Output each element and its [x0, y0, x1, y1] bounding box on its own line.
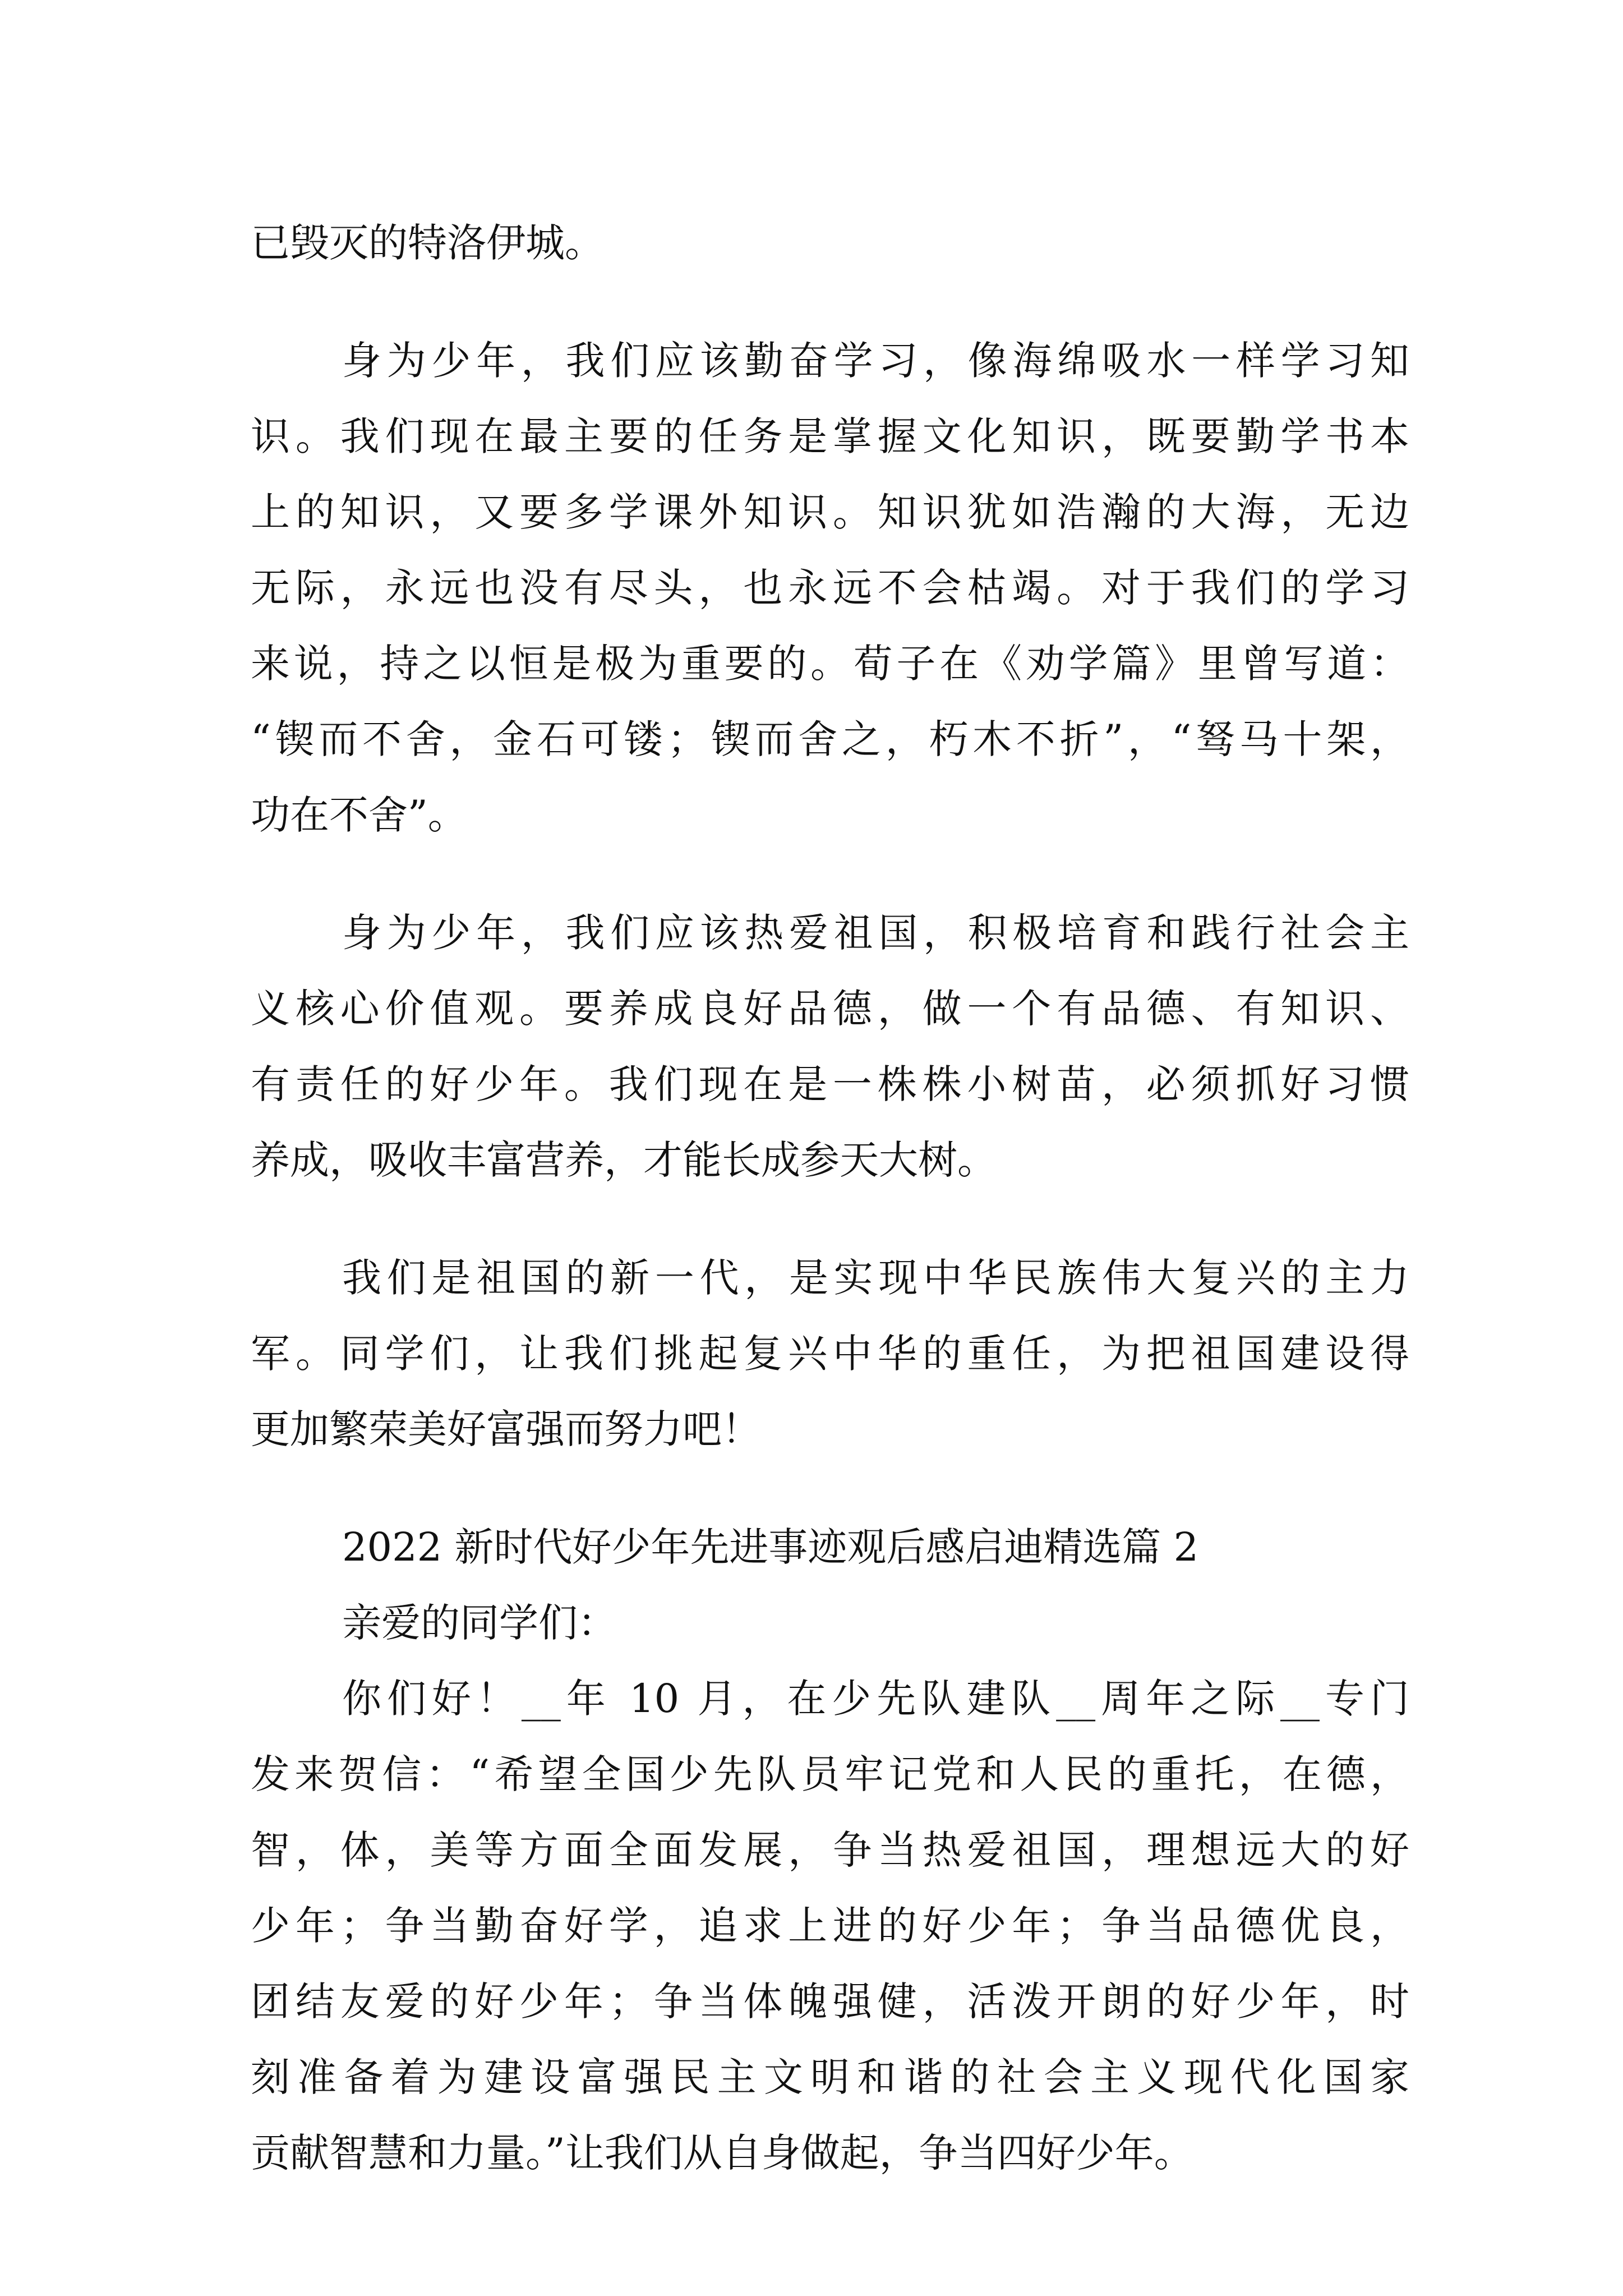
text-line: 发来贺信：“希望全国少先队员牢记党和人民的重托，在德，: [251, 1751, 1409, 1797]
salutation: [251, 1585, 1409, 1661]
document-page: [251, 205, 1409, 2191]
text-line: “锲而不舍，金石可镂；锲而舍之，朽木不折”，“驽马十架，: [251, 716, 1409, 762]
text-line: 智，体，美等方面全面发展，争当热爱祖国，理想远大的好: [251, 1827, 1409, 1873]
paragraph: [251, 1240, 1409, 1467]
paragraph: [251, 205, 1409, 281]
paragraph: [251, 323, 1409, 853]
text-line: 有责任的好少年。我们现在是一株株小树苗，必须抓好习惯: [251, 1061, 1409, 1107]
text-line: 无际，永远也没有尽头，也永远不会枯竭。对于我们的学习: [251, 565, 1409, 611]
text-line: 身为少年，我们应该热爱祖国，积极培育和践行社会主: [342, 910, 1409, 956]
heading-text: 2022 新时代好少年先进事迹观后感启迪精选篇 2: [342, 1524, 1199, 1570]
paragraph: [251, 1661, 1409, 2191]
text-line: 来说，持之以恒是极为重要的。荀子在《劝学篇》里曾写道：: [251, 641, 1409, 687]
text-line: 团结友爱的好少年；争当体魄强健，活泼开朗的好少年，时: [251, 1978, 1409, 2024]
text-line: 功在不舍”。: [251, 792, 467, 838]
text-line: 你们好！__年 10 月，在少先队建队__周年之际__专门: [342, 1676, 1409, 1722]
text-line: 身为少年，我们应该勤奋学习，像海绵吸水一样学习知: [342, 338, 1409, 384]
text-line: 义核心价值观。要养成良好品德，做一个有品德、有知识、: [251, 986, 1409, 1032]
salutation-text: 亲爱的同学们：: [342, 1600, 617, 1646]
section-heading: [251, 1510, 1409, 1585]
text-line: 少年；争当勤奋好学，追求上进的好少年；争当品德优良，: [251, 1903, 1409, 1949]
text-line: 上的知识，又要多学课外知识。知识犹如浩瀚的大海，无边: [251, 489, 1409, 535]
text-line: 已毁灭的特洛伊城。: [251, 220, 604, 266]
text-line: 军。同学们，让我们挑起复兴中华的重任，为把祖国建设得: [251, 1331, 1409, 1377]
text-line: 更加繁荣美好富强而努力吧！: [251, 1406, 761, 1452]
text-line: 刻准备着为建设富强民主文明和谐的社会主义现代化国家: [251, 2054, 1409, 2100]
text-line: 识。我们现在最主要的任务是掌握文化知识，既要勤学书本: [251, 413, 1409, 459]
paragraph: [251, 895, 1409, 1198]
text-line: 我们是祖国的新一代，是实现中华民族伟大复兴的主力: [342, 1255, 1409, 1301]
text-line: 养成，吸收丰富营养，才能长成参天大树。: [251, 1137, 997, 1183]
text-line: 贡献智慧和力量。”让我们从自身做起，争当四好少年。: [251, 2130, 1193, 2176]
